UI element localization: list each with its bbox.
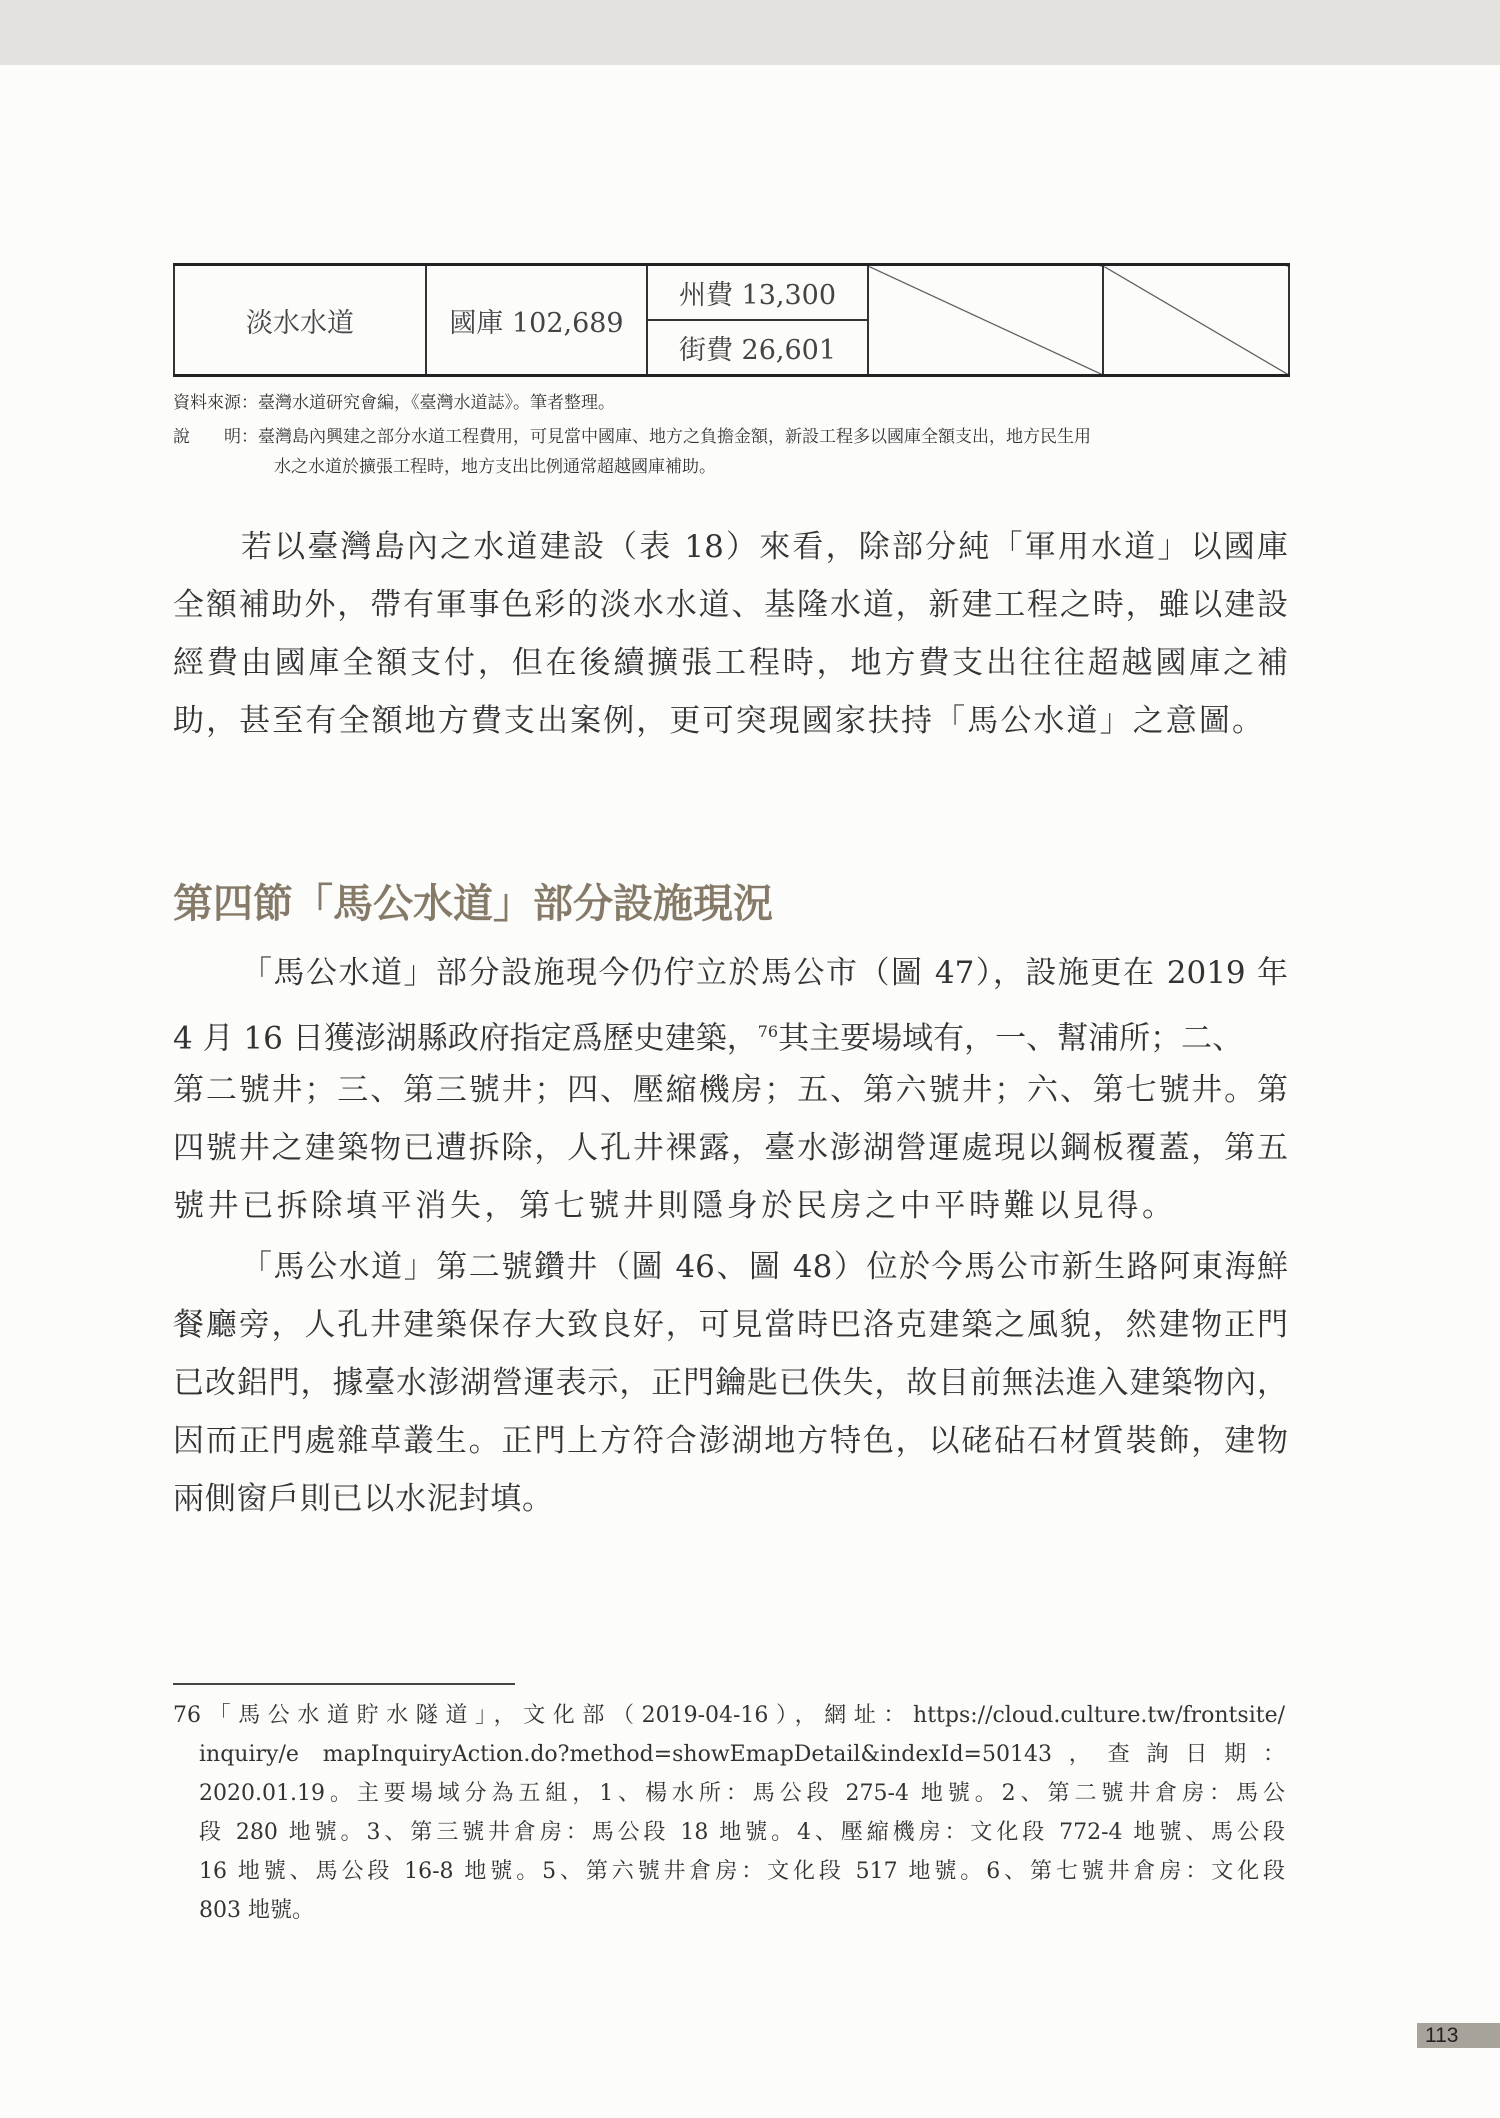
footnote-ref[interactable]: 76 (757, 1022, 779, 1041)
footnote-line: 2020.01.19。主要場域分為五組，1、楊水所：馬公段 275-4 地號。2、第二號井倉房：馬公 (199, 1781, 1285, 1806)
table-source-note (173, 388, 615, 413)
paragraph1-line: 全額補助外，帶有軍事色彩的淡水水道、基隆水道，新建工程之時，雖以建設 (173, 587, 1288, 623)
paragraph2-text: 4 月 16 日獲澎湖縣政府指定爲歷史建築， (173, 1020, 758, 1057)
source-text: 臺灣水道研究會編，《臺灣水道誌》。筆者整理。 (258, 393, 615, 413)
footnote-line: 段 280 地號。3、第三號井倉房：馬公段 18 地號。4、壓縮機房：文化段 772-4 地號、馬公段 (199, 1820, 1285, 1845)
paragraph2-text: 其主要場域有，一、幫浦所；二、 (778, 1020, 1244, 1057)
paragraph3-line: 餐廳旁，人孔井建築保存大致良好，可見當時巴洛克建築之風貌，然建物正門 (173, 1307, 1288, 1343)
table-explain-note (173, 422, 1091, 447)
scan-top-band (0, 0, 1500, 65)
table-cell-prefecture-fee: 州費 13,300 (647, 265, 868, 321)
paragraph2-line: 第二號井；三、第三號井；四、壓縮機房；五、第六號井；六、第七號井。第 (173, 1072, 1288, 1108)
table-explain-note-cont: 水之水道於擴張工程時，地方支出比例通常超越國庫補助。 (274, 457, 716, 477)
table-cell-empty-slashed (868, 265, 1103, 376)
paragraph3-line: 兩側窗戶則已以水泥封填。 (173, 1481, 553, 1517)
paragraph3-line: 已改鋁門，據臺水澎湖營運表示，正門鑰匙已佚失，故目前無法進入建築物內， (173, 1365, 1288, 1401)
paragraph1-line: 助，甚至有全額地方費支出案例，更可突現國家扶持「馬公水道」之意圖。 (173, 703, 1263, 739)
funding-table (173, 263, 1290, 377)
paragraph2-line: 號井已拆除填平消失，第七號井則隱身於民房之中平時難以見得。 (173, 1188, 1173, 1224)
footnote-divider (173, 1683, 515, 1685)
paragraph1-line: 經費由國庫全額支付，但在後續擴張工程時，地方費支出往往超越國庫之補 (173, 645, 1288, 681)
explain-label: 說 明： (173, 427, 258, 447)
paragraph2-line (173, 1012, 1288, 1057)
source-label: 資料來源： (173, 393, 258, 413)
page-number: 113 (1417, 2023, 1500, 2048)
paragraph3-line: 「馬公水道」第二號鑽井（圖 46、圖 48）位於今馬公市新生路阿東海鮮 (241, 1249, 1288, 1285)
paragraph2-line: 四號井之建築物已遭拆除，人孔井裸露，臺水澎湖營運處現以鋼板覆蓋，第五 (173, 1130, 1288, 1166)
footnote-line: inquiry/e mapInquiryAction.do?method=showEmapDetail&indexId=50143，查詢日期： (199, 1742, 1285, 1767)
paragraph1-line: 若以臺灣島內之水道建設（表 18）來看，除部分純「軍用水道」以國庫 (241, 529, 1288, 565)
footnote-line: 803 地號。 (199, 1898, 314, 1923)
table-cell-empty-slashed (1103, 265, 1289, 376)
table-cell-street-fee: 街費 26,601 (647, 320, 868, 376)
section-heading: 第四節「馬公水道」部分設施現況 (173, 881, 773, 927)
paragraph2-line: 「馬公水道」部分設施現今仍佇立於馬公市（圖 47），設施更在 2019 年 (241, 955, 1288, 991)
footnote-line: 76「馬公水道貯水隧道」，文化部（2019-04-16），網址：https://cloud.culture.tw/frontsite/ (173, 1703, 1285, 1728)
table-cell-national-treasury: 國庫 102,689 (426, 265, 647, 376)
table-cell-waterworks-name: 淡水水道 (174, 265, 426, 376)
footnote-line: 16 地號、馬公段 16-8 地號。5、第六號井倉房：文化段 517 地號。6、第七號井倉房：文化段 (199, 1859, 1285, 1884)
paragraph3-line: 因而正門處雜草叢生。正門上方符合澎湖地方特色，以硓砧石材質裝飾，建物 (173, 1423, 1288, 1459)
explain-text: 臺灣島內興建之部分水道工程費用，可見當中國庫、地方之負擔金額，新設工程多以國庫全額支出，地方民生用 (258, 427, 1091, 447)
